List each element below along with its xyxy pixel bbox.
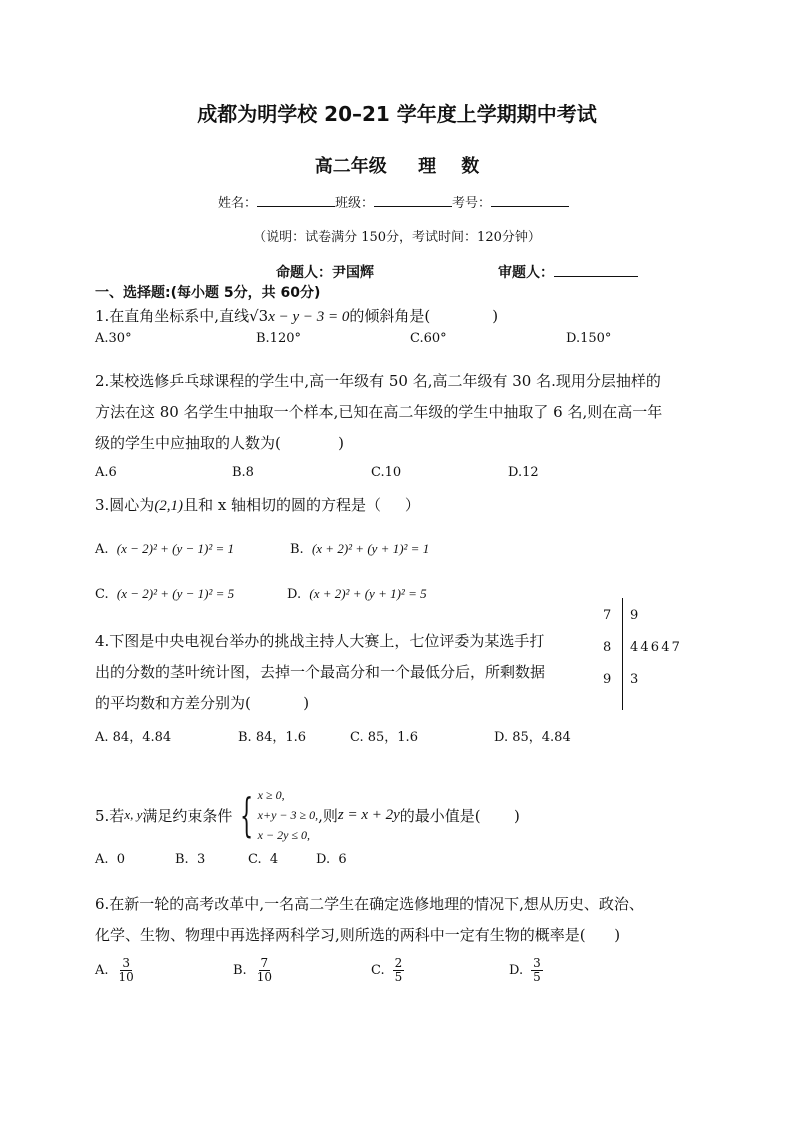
q5-option-a: A. 0 bbox=[95, 852, 126, 867]
q6-line-2: 化学、生物、物理中再选择两科学习,则所选的两科中一定有生物的概率是( ) bbox=[95, 926, 621, 944]
id-field[interactable] bbox=[491, 192, 569, 207]
q6-option-a-fraction bbox=[117, 957, 136, 984]
q3-option-c-expr: (x − 2)² + (y − 1)² = 5 bbox=[116, 586, 235, 601]
fraction-numerator: 3 bbox=[122, 956, 130, 970]
q5-brace: { bbox=[240, 788, 254, 842]
q5-option-b: B. 3 bbox=[175, 852, 206, 867]
q5-objective: z = x + 2y bbox=[337, 806, 400, 823]
q4-option-b: B. 84，1.6 bbox=[238, 730, 307, 745]
class-field[interactable] bbox=[374, 192, 452, 207]
q5-mid: 满足约束条件 bbox=[142, 806, 233, 825]
leaves-7: 9 bbox=[630, 608, 639, 623]
q6-option-d bbox=[509, 957, 543, 984]
stem-7: 7 bbox=[603, 608, 612, 623]
q3-option-b bbox=[290, 541, 429, 557]
q2-option-c: C.10 bbox=[371, 465, 402, 480]
q3-option-d bbox=[287, 586, 427, 602]
fraction-denominator: 5 bbox=[533, 970, 541, 984]
q5-suffix: 的最小值是( ) bbox=[399, 806, 520, 825]
q4-option-d: D. 85，4.84 bbox=[494, 730, 571, 745]
q6-option-b bbox=[233, 957, 274, 984]
q3-option-a bbox=[95, 541, 234, 557]
q2-line-3: 级的学生中应抽取的人数为( ) bbox=[95, 434, 344, 452]
q2-option-d: D.12 bbox=[508, 465, 539, 480]
q6-option-b-label: B. bbox=[233, 963, 247, 978]
q1-option-c: C.60° bbox=[410, 331, 447, 346]
q6-option-c-fraction bbox=[393, 957, 405, 984]
q6-option-d-label: D. bbox=[509, 963, 524, 978]
name-label: 姓名： bbox=[218, 196, 258, 211]
stem-leaf-divider bbox=[622, 598, 623, 710]
q5-prefix: 5.若 bbox=[95, 806, 125, 825]
q3-option-d-label: D. bbox=[287, 587, 302, 602]
q2-line-1: 2.某校选修乒乓球课程的学生中,高一年级有 50 名,高二年级有 30 名.现用分层抽样的 bbox=[95, 372, 661, 390]
q4-option-c: C. 85，1.6 bbox=[350, 730, 418, 745]
info-line bbox=[218, 192, 569, 211]
q3-option-c bbox=[95, 586, 234, 602]
q4-line-2: 出的分数的茎叶统计图，去掉一个最高分和一个最低分后，所剩数据 bbox=[95, 663, 546, 681]
q1-sqrt: √3 bbox=[249, 307, 269, 325]
fraction-numerator: 2 bbox=[394, 956, 403, 970]
q3-option-c-label: C. bbox=[95, 587, 109, 602]
q1-option-b: B.120° bbox=[256, 331, 301, 346]
question-3 bbox=[95, 494, 420, 515]
q3-option-b-label: B. bbox=[290, 542, 304, 557]
section-heading: 一、选择题:(每小题 5分，共 60分) bbox=[95, 285, 321, 301]
q6-line-1: 6.在新一轮的高考改革中,一名高二学生在确定选修地理的情况下,想从历史、政治、 bbox=[95, 895, 644, 913]
q6-option-d-fraction bbox=[531, 957, 543, 984]
class-label: 班级： bbox=[335, 196, 375, 211]
q5-constraint-2: x+y − 3 ≥ 0, bbox=[257, 808, 319, 822]
question-5 bbox=[95, 785, 520, 845]
q3-option-b-expr: (x + 2)² + (y + 1)² = 1 bbox=[311, 541, 430, 556]
q5-constraint-system bbox=[232, 785, 318, 845]
q3-stem-a: 3.圆心为 bbox=[95, 496, 155, 514]
setter-label: 命题人：尹国辉 bbox=[276, 265, 374, 281]
id-label: 考号： bbox=[452, 196, 492, 211]
q5-option-c: C. 4 bbox=[248, 852, 279, 867]
q3-option-a-label: A. bbox=[95, 542, 109, 557]
question-1 bbox=[95, 305, 498, 326]
q3-option-d-expr: (x + 2)² + (y + 1)² = 5 bbox=[309, 586, 427, 601]
q3-center: (2,1) bbox=[154, 498, 184, 514]
stem-9: 9 bbox=[603, 672, 612, 687]
q6-option-c bbox=[371, 957, 404, 984]
fraction-numerator: 3 bbox=[533, 956, 541, 970]
reviewer-field[interactable] bbox=[554, 262, 638, 277]
q1-expr: x − y − 3 = 0 bbox=[268, 309, 350, 325]
q1-option-a: A.30° bbox=[95, 331, 132, 346]
fraction-denominator: 10 bbox=[256, 970, 272, 984]
stem-8: 8 bbox=[603, 640, 612, 655]
q4-line-3: 的平均数和方差分别为( ) bbox=[95, 694, 310, 712]
fraction-numerator: 7 bbox=[260, 956, 269, 970]
q6-option-c-label: C. bbox=[371, 963, 385, 978]
q6-option-a bbox=[95, 957, 136, 984]
reviewer-label: 审题人： bbox=[498, 265, 554, 281]
q5-option-d: D. 6 bbox=[316, 852, 347, 867]
q1-prefix: 1.在直角坐标系中,直线 bbox=[95, 307, 250, 325]
q6-option-b-fraction bbox=[255, 957, 274, 984]
exam-note: （说明：试卷满分 150分，考试时间：120分钟） bbox=[253, 230, 541, 245]
reviewer-line bbox=[498, 262, 638, 282]
exam-title: 成都为明学校 20–21 学年度上学期期中考试 bbox=[197, 102, 597, 126]
q1-option-d: D.150° bbox=[566, 331, 612, 346]
name-field[interactable] bbox=[257, 192, 335, 207]
q6-option-a-label: A. bbox=[95, 963, 109, 978]
exam-subtitle: 高二年级 理 数 bbox=[314, 156, 480, 177]
leaves-9: 3 bbox=[630, 672, 639, 687]
q2-option-a: A.6 bbox=[95, 465, 117, 480]
q1-suffix: 的倾斜角是( ) bbox=[349, 307, 499, 325]
q4-option-a: A. 84，4.84 bbox=[95, 730, 172, 745]
q3-option-a-expr: (x − 2)² + (y − 1)² = 1 bbox=[116, 541, 235, 556]
q5-vars: x, y bbox=[124, 807, 143, 822]
q5-constraint-3: x − 2y ≤ 0, bbox=[257, 828, 310, 842]
q2-option-b: B.8 bbox=[232, 465, 254, 480]
leaves-8: 4 4 6 4 7 bbox=[630, 640, 679, 655]
q4-line-1: 4.下图是中央电视台举办的挑战主持人大赛上，七位评委为某选手打 bbox=[95, 632, 545, 650]
fraction-denominator: 10 bbox=[118, 970, 134, 984]
fraction-denominator: 5 bbox=[394, 970, 403, 984]
q3-stem-b: 且和 x 轴相切的圆的方程是（ ） bbox=[183, 496, 420, 514]
q2-line-2: 方法在这 80 名学生中抽取一个样本,已知在高二年级的学生中抽取了 6 名,则在高一年 bbox=[95, 403, 663, 421]
q5-after: ,则 bbox=[318, 806, 338, 825]
q5-constraint-1: x ≥ 0, bbox=[257, 788, 285, 802]
